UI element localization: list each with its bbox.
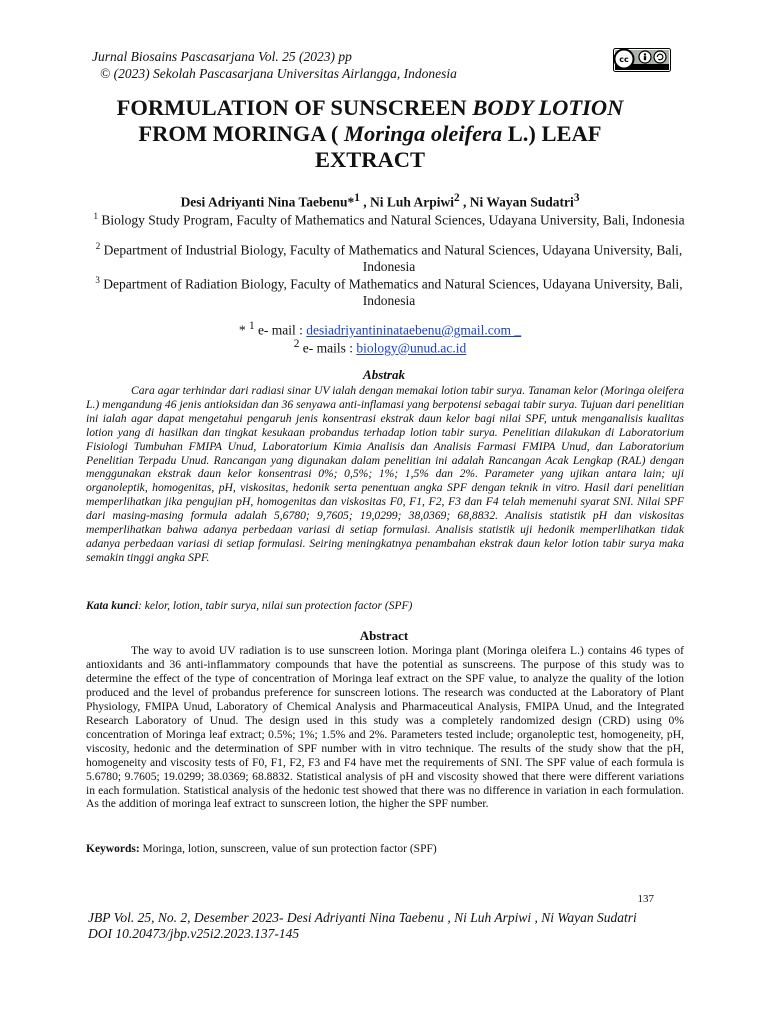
authors: Desi Adriyanti Nina Taebenu*$^1$ , Ni Luh Arpiwi$^2$ , Ni Wayan Sudatri$^3$ <box>180 192 580 210</box>
doi: DOI 10.20473/jbp.v25i2.2023.137-145 <box>88 926 300 941</box>
email-line-1: * $^1$ e- mail : desiadriyantininataebenu@gmail.com _ <box>238 320 522 338</box>
affiliation-3: $^3$ Department of Radiation Biology, Faculty of Mathematics and Natural Sciences, Udayana University, Bali, Indonesia <box>95 275 683 308</box>
kata-kunci: Kata kunci: kelor, lotion, tabir surya, nilai sun protection factor (SPF) <box>86 600 413 612</box>
keywords: Keywords: Moringa, lotion, sunscreen, value of sun protection factor (SPF) <box>86 843 437 855</box>
abstract-body: The way to avoid UV radiation is to use sunscreen lotion. Moringa plant (Moringa oleifera L.) contains 46 types of antioxidants and 36 anti-inflammatory compounds that have the potential as sunscreens. The purpose of this study was to determine the effect of the type of concentration of Moringa leaf extract on the SPF value, to analyze the quality of the lotion produced and the level of probandus preference for sunscreen lotions. The research was conducted at the Laboratory of Plant Physiology, FMIPA Unud, Laboratory of Chemical Analysis and Pharmaceutical Analysis, FMIPA Unud, and the Integrated Research Laboratory of Unud. The design used in this study was a completely randomized design (CRD) using 0% concentration of Moringa leaf extract; 0.5%; 1%; 1.5% and 2%. Parameters tested include; organoleptic test, homogeneity, pH, viscosity, hedonic and the determination of SPF number with in vitro technique. The results of the study show that the pH, homogeneity and viscosity tests of F0, F1, F2, F3 and F4 have met the requirements of SNI. The SPF value of each formula is 5.6780; 9.7605; 19.0299; 38.0369; 68.8832. Statistical analysis of pH and viscosity showed that there were different variations in each formulation. Statistical analysis of the hedonic test showed that there was no difference in variation in each formulation. As the addition of moringa leaf extract to sunscreen lotion, the higher the SPF number. <box>86 644 684 811</box>
footer-citation: JBP Vol. 25, No. 2, Desember 2023- Desi Adriyanti Nina Taebenu , Ni Luh Arpiwi , Ni Wayan Sudatri DOI 10.20473/jbp.v25i2.2023.137-145 <box>88 910 688 942</box>
affiliation-2: $^2$ Department of Industrial Biology, Faculty of Mathematics and Natural Sciences, Udayana University, Bali, Indonesia <box>95 241 683 274</box>
email-line-2: $^2$ e- mails : biology@unud.ac.id <box>293 338 467 356</box>
journal-header <box>92 48 457 82</box>
abstrak-body: Cara agar terhindar dari radiasi sinar UV ialah dengan memakai lotion tabir surya. Tanaman kelor (Moringa oleifera L.) mengandung 46 jenis antioksidan dan 36 senyawa anti-inflamasi yang berpotensi sebagai tabir surya. Tujuan dari penelitian ini ialah agar dapat mengetahui pengaruh jenis konsentrasi ekstrak daun kelor bagi nilai SPF, untuk menganalisis kualitas lotion yang di hasilkan dan tingkat kesukaan probandus terhadap lotion tabir surya. Penelitian dilakukan di Laboratorium Fisiologi Tumbuhan FMIPA Unud, Laboratorium Kimia Analisis dan Analisis Farmasi FMIPA Unud, dan Laboratorium Penelitian Terpadu Unud. Rancangan yang digunakan dalam penelitian ini adalah Rancangan Acak Lengkap (RAL) dengan menggunakan ekstrak daun kelor konsentrasi 0%; 0,5%; 1%; 1,5% dan 2%. Parameter yang ujikan antara lain; uji organoleptik, homogenitas, pH, viskositas, hedonik serta penentuan angka SPF dengan teknik in vitro. Hasil dari penelitian memperlihatkan jika pengujian pH, homogenitas dan viskositas F0, F1, F2, F3 dan F4 telah memenuhi syarat SNI. Nilai SPF dari masing-masing formula adalah 5,6780; 9,7605; 19,0299; 38,0369; 68,8832. Analisis statistik pH dan viskositas memperlihatkan bahwa adanya perbedaan variasi di setiap formulasi. Analisis statistik uji hedonik memperlihatkan tidak adanya perbedaan variasi di setiap formulasi. Seiring meningkatnya penambahan ekstrak daun kelor lotion tabir surya maka semakin tinggi angka SPF. <box>86 384 684 564</box>
page-number: 137 <box>637 893 654 905</box>
svg-text:cc: cc <box>619 55 629 64</box>
copyright-line: © (2023) Sekolah Pascasarjana Universitas Airlangga, Indonesia <box>100 66 457 81</box>
email-link-2[interactable]: biology@unud.ac.id <box>356 340 467 356</box>
email-link-1[interactable]: desiadriyantininataebenu@gmail.com _ <box>306 322 522 338</box>
cc-by-sa-icon[interactable] <box>613 48 671 72</box>
abstrak-heading: Abstrak <box>363 367 405 382</box>
journal-line: Jurnal Biosains Pascasarjana Vol. 25 (2023) pp <box>92 49 352 64</box>
affiliation-1: $^1$ Biology Study Program, Faculty of Mathematics and Natural Sciences, Udayana University, Bali, Indonesia <box>93 211 685 228</box>
abstract-heading: Abstract <box>359 628 409 643</box>
paper-title: FORMULATION OF SUNSCREEN BODY LOTION FROM MORINGA ( Moringa oleifera L.) LEAF EXTRACT <box>116 95 624 172</box>
